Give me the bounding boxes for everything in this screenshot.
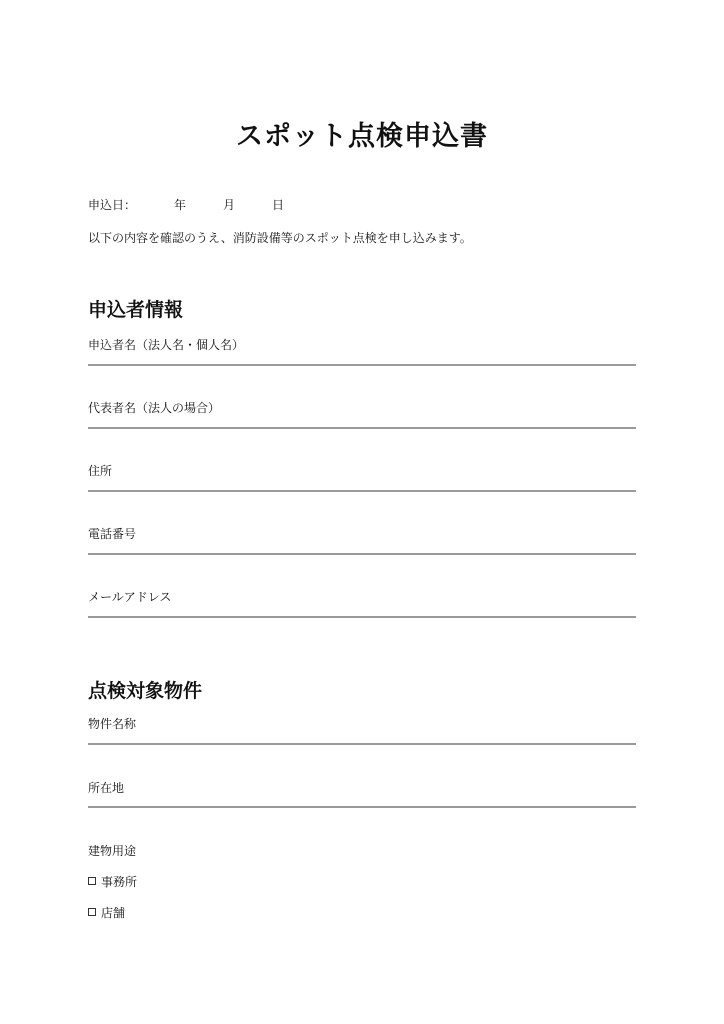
- email-label: メールアドレス: [88, 590, 172, 604]
- intro-text: 以下の内容を確認のうえ、消防設備等のスポット点検を申し込みます。: [88, 231, 472, 245]
- date-year-field[interactable]: 年: [174, 198, 187, 212]
- property-name-label: 物件名称: [88, 717, 137, 731]
- checkbox-icon[interactable]: [88, 908, 96, 916]
- page-title: スポット点検申込書: [236, 121, 488, 152]
- property-location-label: 所在地: [88, 781, 125, 795]
- phone-label: 電話番号: [88, 527, 137, 541]
- address-label: 住所: [88, 464, 113, 478]
- usage-option-label: 店舗: [101, 906, 126, 920]
- usage-option-office[interactable]: [88, 873, 137, 890]
- representative-name-label: 代表者名（法人の場合）: [88, 401, 221, 415]
- representative-name-field[interactable]: [88, 427, 636, 429]
- address-field[interactable]: [88, 490, 636, 492]
- date-day-field[interactable]: 日: [272, 198, 285, 212]
- property-section-heading: 点検対象物件: [88, 680, 203, 702]
- application-date-row: [88, 196, 388, 212]
- applicant-section-heading: 申込者情報: [88, 299, 184, 321]
- application-date-label: 申込日：: [88, 198, 137, 212]
- date-month-field[interactable]: 月: [223, 198, 236, 212]
- phone-field[interactable]: [88, 553, 636, 555]
- applicant-name-field[interactable]: [88, 364, 636, 366]
- property-name-field[interactable]: [88, 743, 636, 745]
- email-field[interactable]: [88, 616, 636, 618]
- applicant-name-label: 申込者名（法人名・個人名）: [88, 338, 245, 352]
- usage-option-label: 事務所: [101, 875, 138, 889]
- property-location-field[interactable]: [88, 806, 636, 808]
- building-usage-label: 建物用途: [88, 844, 137, 858]
- checkbox-icon[interactable]: [88, 877, 96, 885]
- usage-option-store[interactable]: [88, 904, 125, 921]
